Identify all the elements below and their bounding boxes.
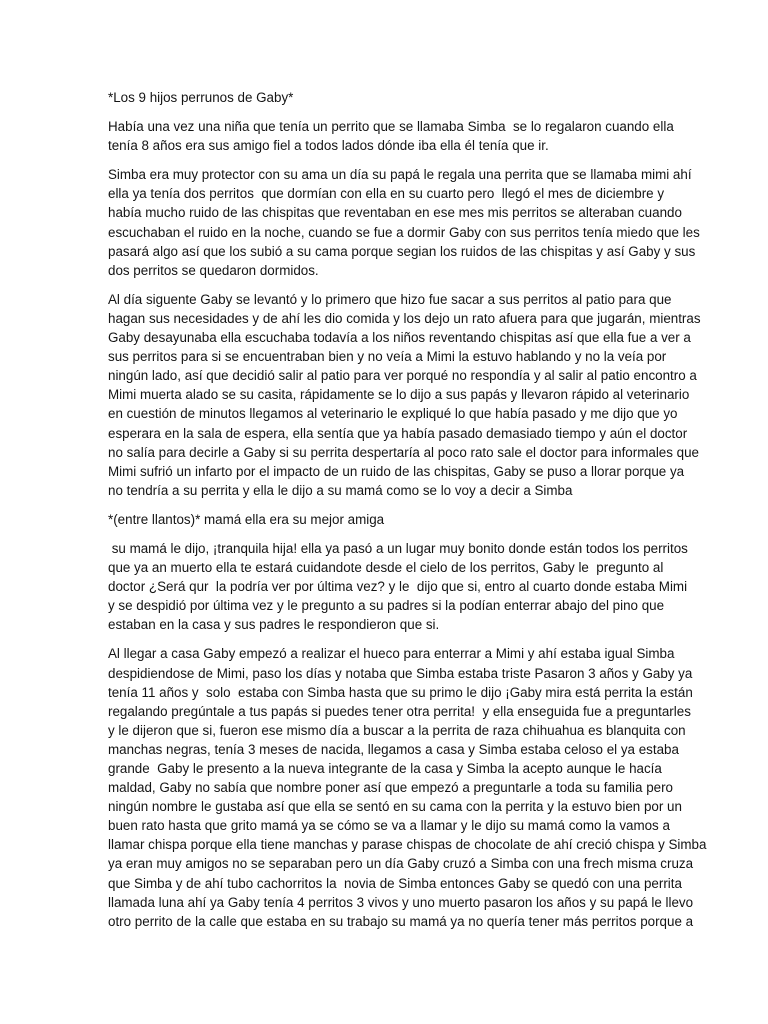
paragraph-line: que ya an muerto ella te estará cuidandote desde el cielo de los perritos, Gaby le pregunto al bbox=[108, 560, 664, 576]
paragraph-line: tenía 8 años era sus amigo fiel a todos lados dónde iba ella él tenía que ir. bbox=[108, 138, 549, 154]
paragraph-line: despidiendose de Mimi, paso los días y notaba que Simba estaba triste Pasaron 3 años y Gaby ya bbox=[108, 665, 693, 681]
paragraph-line: sus perritos para si se encuentraban bien y no veía a Mimi la estuvo hablando y no la veía por bbox=[108, 349, 667, 365]
paragraph-line: y se despidió por última vez y le pregunto a su padres si la podían enterrar abajo del pino que bbox=[108, 598, 665, 614]
document-title: *Los 9 hijos perrunos de Gaby* bbox=[108, 90, 294, 105]
paragraph-line: *(entre llantos)* mamá ella era su mejor amiga bbox=[108, 511, 385, 527]
paragraph-line: ningún lado, así que decidió salir al patio para ver porqué no respondía y al salir al patio encontro a bbox=[108, 368, 697, 384]
document-page bbox=[108, 88, 707, 941]
paragraph-line: regalando pregúntale a tus papás si puedes tener otra perrita! y ella enseguida fue a preguntarles bbox=[108, 703, 691, 719]
paragraph-line: en cuestión de minutos llegamos al veterinario le expliqué lo que había pasado y me dijo que yo bbox=[108, 406, 678, 422]
paragraph-line: y le dijeron que si, fueron ese mismo día a buscar a la perrita de raza chihuahua es blanquita con bbox=[108, 722, 686, 738]
paragraph-line: no salía para decirle a Gaby si su perrita despertaría al poco rato sale el doctor para informales que bbox=[108, 444, 699, 460]
paragraph-line: Gaby desayunaba ella escuchaba todavía a los niños reventando chispitas así que ella fue a ver a bbox=[108, 330, 691, 346]
paragraph-line: no tendría a su perrita y ella le dijo a su mamá como se lo voy a decir a Simba bbox=[108, 482, 573, 498]
paragraph-line: grande Gaby le presento a la nueva integrante de la casa y Simba la acepto aunque le hacía bbox=[108, 761, 662, 776]
paragraph-line: ya eran muy amigos no se separaban pero un día Gaby cruzó a Simba con una frech misma cruza bbox=[108, 856, 694, 872]
paragraph-line: manchas negras, tenía 3 meses de nacida, llegamos a casa y Simba estaba celoso el ya estaba bbox=[108, 741, 679, 757]
paragraph-line: buen rato hasta que grito mamá ya se cómo se va a llamar y le dijo su mamá como la vamos a bbox=[108, 818, 670, 834]
paragraph-line: Mimi sufrió un infarto por el impacto de un ruido de las chispitas, Gaby se puso a llorar porque ya bbox=[108, 463, 685, 479]
paragraph-line: Mimi muerta alado se su casita, rápidamente se lo dijo a sus papás y llevaron rápido al veterinario bbox=[108, 387, 690, 403]
document-body bbox=[108, 117, 707, 931]
paragraph-line: estaban en la casa y sus padres le respondieron que si. bbox=[108, 617, 440, 633]
paragraph-line: Al día siguente Gaby se levantó y lo primero que hizo fue sacar a sus perritos al patio para que bbox=[108, 291, 672, 307]
paragraph-line: doctor ¿Será qur la podría ver por última vez? y le dijo que si, entro al cuarto donde estaba Mimi bbox=[108, 579, 688, 595]
paragraph-line: su mamá le dijo, ¡tranquila hija! ella ya pasó a un lugar muy bonito donde están todos los perritos bbox=[108, 540, 688, 556]
paragraph-line: otro perrito de la calle que estaba en su trabajo su mamá ya no quería tener más perritos porque a bbox=[108, 913, 694, 929]
paragraph-line: maldad, Gaby no sabía que nombre poner así que empezó a preguntarle a toda su familia pero bbox=[108, 780, 673, 796]
paragraph-line: ningún nombre le gustaba así que ella se sentó en su cama con la perrita y la estuvo bien por un bbox=[108, 799, 682, 815]
paragraph-line: pasará algo así que los subió a su cama porque segian los ruidos de las chispitas y así Gaby y sus bbox=[108, 243, 696, 259]
paragraph-line: esperara en la sala de espera, ella sentía que ya había pasado demasiado tiempo y aún el doctor bbox=[108, 425, 688, 441]
paragraph-line: había mucho ruido de las chispitas que reventaban en ese mes mis perritos se alteraban cuando bbox=[108, 205, 682, 221]
paragraph bbox=[108, 510, 668, 529]
paragraph bbox=[108, 165, 700, 280]
paragraph-line: Al llegar a casa Gaby empezó a realizar el hueco para enterrar a Mimi y ahí estaba igual Simba bbox=[108, 646, 675, 662]
paragraph-line: llamar chispa porque ella tiene manchas y parase chispas de chocolate de ahí creció chispa y Simba bbox=[108, 837, 707, 853]
paragraph-line: dos perritos se quedaron dormidos. bbox=[108, 262, 319, 278]
paragraph-line: ella ya tenía dos perritos que dormían con ella en su cuarto pero llegó el mes de diciembre y bbox=[108, 186, 665, 202]
paragraph bbox=[108, 117, 674, 155]
paragraph-line: tenía 11 años y solo estaba con Simba hasta que su primo le dijo ¡Gaby mira está perrita la están bbox=[108, 684, 693, 700]
paragraph-line: llamada luna ahí ya Gaby tenía 4 perritos 3 vivos y uno muerto pasaron los años y su papá le llevo bbox=[108, 894, 694, 910]
paragraph bbox=[108, 539, 688, 634]
paragraph-line: Simba era muy protector con su ama un día su papá le regala una perrita que se llamaba mimi ahí bbox=[108, 167, 692, 183]
paragraph-line: que Simba y de ahí tubo cachorritos la novia de Simba entonces Gaby se quedó con una perrita bbox=[108, 875, 682, 891]
paragraph-line: hagan sus necesidades y de ahí les dio comida y los dejo un rato afuera para que jugarán, mientras bbox=[108, 310, 701, 326]
paragraph bbox=[108, 644, 707, 930]
paragraph-line: escuchaban el ruido en la noche, cuando se fue a dormir Gaby con sus perritos tenía miedo que les bbox=[108, 224, 700, 240]
paragraph bbox=[108, 290, 701, 500]
paragraph-line: Había una vez una niña que tenía un perrito que se llamaba Simba se lo regalaron cuando ella bbox=[108, 119, 674, 135]
